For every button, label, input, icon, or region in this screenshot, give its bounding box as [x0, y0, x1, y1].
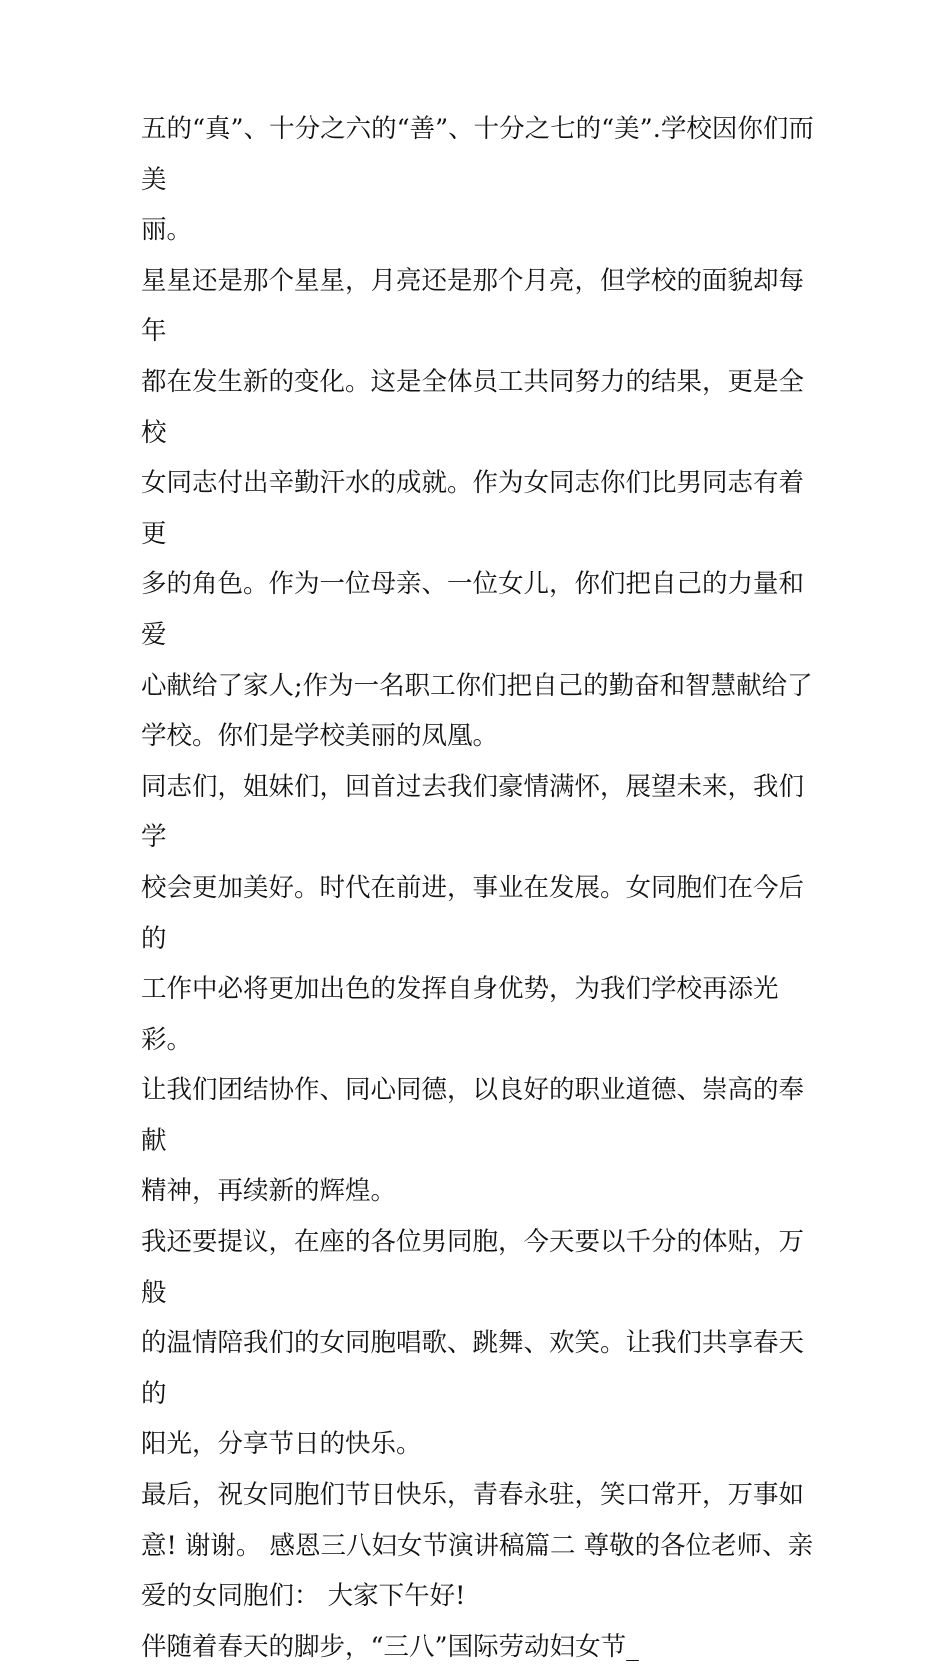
text-line: 意! 谢谢。 感恩三八妇女节演讲稿篇二 尊敬的各位老师、亲 [141, 1530, 814, 1561]
text-line: 五的“真”、十分之六的“善”、十分之七的“美”.学校因你们而美 [141, 114, 814, 195]
text-line: 学校。你们是学校美丽的凤凰。 [141, 721, 499, 752]
text-line: 阳光，分享节日的快乐。 [141, 1429, 422, 1460]
text-line: 都在发生新的变化。这是全体员工共同努力的结果，更是全校 [141, 366, 805, 448]
text-line: 校会更加美好。时代在前进，事业在发展。女同胞们在今后的 [141, 872, 805, 954]
text-line: 多的角色。作为一位母亲、一位女儿，你们把自己的力量和爱 [141, 569, 805, 650]
text-line: 最后，祝女同胞们节日快乐，青春永驻，笑口常开，万事如 [141, 1480, 805, 1511]
text-line: 星星还是那个星星，月亮还是那个月亮，但学校的面貌却每年 [141, 265, 805, 347]
document-body [141, 104, 821, 1672]
text-line: 精神，再续新的辉煌。 [141, 1176, 397, 1207]
text-line: 爱的女同胞们： 大家下午好! [141, 1581, 466, 1612]
text-line: 让我们团结协作、同心同德，以良好的职业道德、崇高的奉献 [141, 1075, 805, 1156]
text-line: 心献给了家人;作为一名职工你们把自己的勤奋和智慧献给了 [141, 670, 813, 701]
text-line: 伴随着春天的脚步，“三八”国际劳动妇女节_ [141, 1631, 639, 1662]
text-line: 我还要提议，在座的各位男同胞，今天要以千分的体贴，万般 [141, 1227, 805, 1308]
text-line: 工作中必将更加出色的发挥自身优势，为我们学校再添光彩。 [141, 974, 779, 1055]
text-line: 丽。 [141, 215, 193, 246]
text-line: 女同志付出辛勤汗水的成就。作为女同志你们比男同志有着更 [141, 468, 805, 549]
text-line: 的温情陪我们的女同胞唱歌、跳舞、欢笑。让我们共享春天的 [141, 1328, 805, 1409]
text-line: 同志们，姐妹们，回首过去我们豪情满怀，展望未来，我们学 [141, 771, 805, 853]
